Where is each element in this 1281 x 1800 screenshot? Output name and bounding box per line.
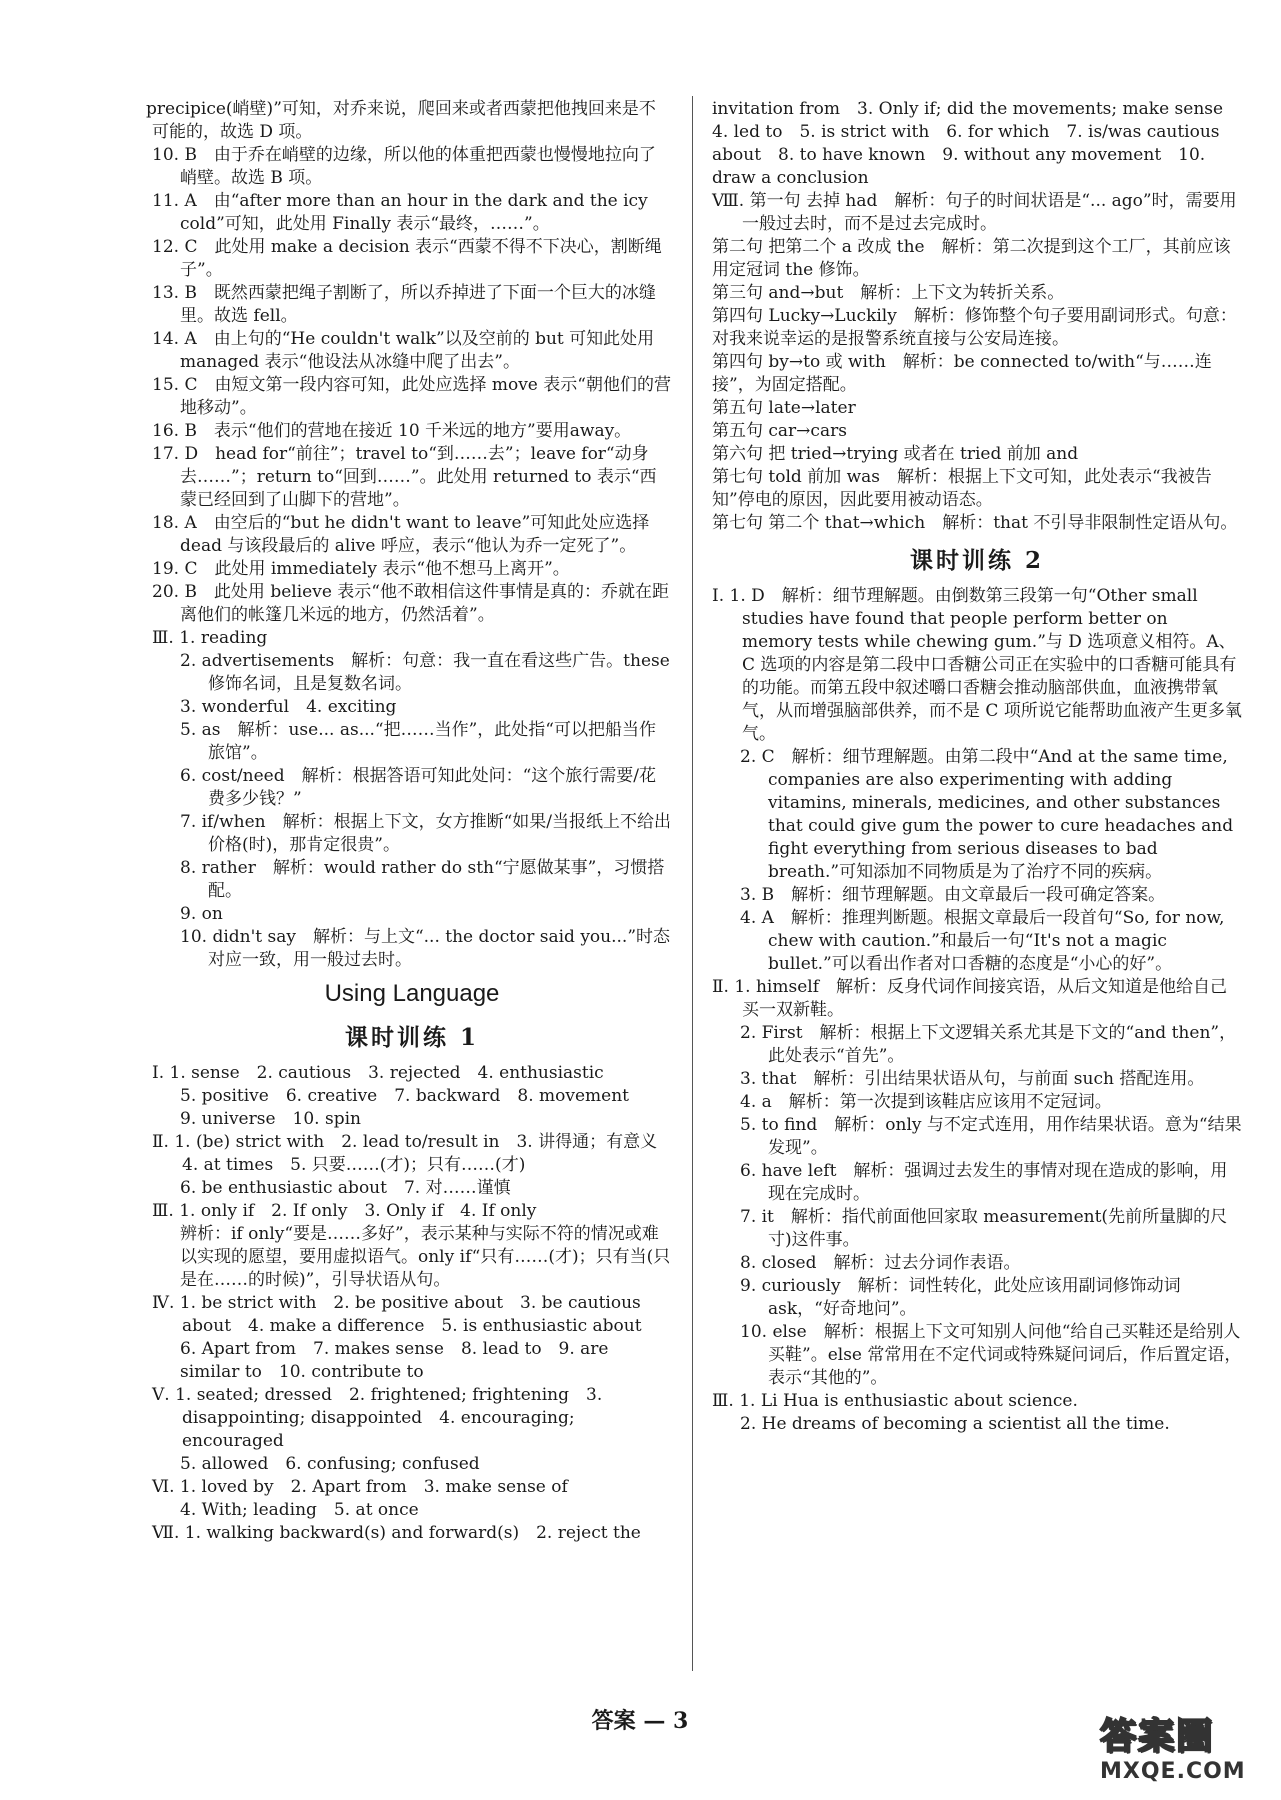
answer-item: 14. A 由上句的“He couldn't walk”以及空前的 but 可知此处用 managed 表示“他设法从冰缝中爬了出去”。 (152, 329, 655, 372)
answer-item: 19. C 此处用 immediately 表示“他不想马上离开”。 (152, 559, 570, 579)
drill-item: Ⅶ. 1. walking backward(s) and forward(s) 2. reject the (152, 1523, 641, 1543)
drill-item: Ⅲ. 1. only if 2. If only 3. Only if 4. If only (152, 1201, 537, 1221)
right-section-8 (712, 190, 1242, 535)
answer-item: 3. B 解析：细节理解题。由文章最后一段可确定答案。 (740, 885, 1166, 905)
answer-item: 6. cost/need 解析：根据答语可知此处问：“这个旅行需要/花费多少钱？” (180, 766, 657, 809)
page-number: 答案 — 3 (591, 1708, 689, 1734)
answer-item: Ⅰ. 1. D 解析：细节理解题。由倒数第三段第一句“Other small studies have found that people perform better on memory tests while chewing gum.”与 D 选项意义相符。A、C 选项的内容是第二段中口香糖公司正在实验中的口香糖可能具有的功能。而第五段中叙述嚼口香糖会推动脑部供血，血液携带氧气，从而增强脑部供养，而不是 C 项所说它能帮助血液产生更多氧气。 (712, 586, 1242, 744)
answer-item: 5. to find 解析：only 与不定式连用，用作结果状语。意为“结果发现”。 (740, 1115, 1242, 1158)
right-section-1 (712, 585, 1242, 976)
answer-item: Ⅱ. 1. himself 解析：反身代词作间接宾语，从后文知道是他给自己买一双新鞋。 (712, 977, 1228, 1020)
drill-item: Ⅳ. 1. be strict with 2. be positive about 3. be cautious about 4. make a difference 5. is enthusiastic about (152, 1293, 642, 1336)
answer-item: 8. rather 解析：would rather do sth“宁愿做某事”，习惯搭配。 (180, 858, 665, 901)
answer-item: 20. B 此处用 believe 表示“他不敢相信这件事情是真的：乔就在距离他们的帐篷几米远的地方，仍然活着”。 (152, 582, 669, 625)
watermark-url-text: MXQE.COM (1100, 1759, 1246, 1784)
drill-item: 5. allowed 6. confusing; confused (180, 1454, 480, 1474)
left-section-3 (152, 650, 672, 972)
section-3-label: Ⅲ. 1. reading (152, 628, 268, 648)
correction-item: 第五句 car→cars (712, 421, 847, 441)
drill-item: 9. universe 10. spin (180, 1109, 361, 1129)
answer-item: 17. D head for“前往”；travel to“到……去”；leave for“动身去……”；return to“回到……”。此处用 returned to 表示“西蒙已经回到了山脚下的营地”。 (152, 444, 657, 510)
answer-item: 9. on (180, 904, 223, 924)
answer-item: 15. C 由短文第一段内容可知，此处应选择 move 表示“朝他们的营地移动”。 (152, 375, 671, 418)
correction-item: 第四句 Lucky→Luckily 解析：修饰整个句子要用副词形式。句意：对我来说幸运的是报警系统直接与公安局连接。 (712, 306, 1237, 349)
drill-item: Ⅱ. 1. (be) strict with 2. lead to/result in 3. 讲得通；有意义 4. at times 5. 只要……(才)；只有……(才) (152, 1132, 675, 1175)
correction-item: 第六句 把 tried→trying 或者在 tried 前加 and (712, 444, 1079, 464)
answer-item: 2. advertisements 解析：句意：我一直在看这些广告。these 修饰名词，且是复数名词。 (180, 651, 670, 694)
answer-item: 4. a 解析：第一次提到该鞋店应该用不定冠词。 (740, 1092, 1112, 1112)
left-top-answers (146, 98, 672, 627)
column-divider (692, 96, 693, 1671)
correction-item: 第四句 by→to 或 with 解析：be connected to/with“与……连接”，为固定搭配。 (712, 352, 1212, 395)
section-heading-drill-2: 课时训练 2 (909, 547, 1044, 574)
answer-item: 13. B 既然西蒙把绳子割断了，所以乔掉进了下面一个巨大的冰缝里。故选 fell。 (152, 283, 656, 326)
drill-item: 辨析：if only“要是……多好”，表示某种与实际不符的情况或难以实现的愿望，要用虚拟语气。only if“只有……(才)；只有当(只是在……的时候)”，引导状语从句。 (180, 1224, 671, 1290)
answer-item: 12. C 此处用 make a decision 表示“西蒙不得不下决心，割断绳子”。 (152, 237, 662, 280)
drill-item: 4. With; leading 5. at once (180, 1500, 419, 1520)
right-section-3 (712, 1390, 1242, 1436)
answer-item: 10. B 由于乔在峭壁的边缘，所以他的体重把西蒙也慢慢地拉向了峭壁。故选 B 项。 (152, 145, 656, 188)
answer-item: 10. didn't say 解析：与上文“... the doctor said you...”时态对应一致，用一般过去时。 (180, 927, 671, 970)
left-drill-answers (152, 1062, 675, 1545)
drill-item: 6. Apart from 7. makes sense 8. lead to 9. are similar to 10. contribute to (180, 1339, 609, 1382)
answer-item: 4. A 解析：推理判断题。根据文章最后一段首句“So, for now, chew with caution.”和最后一句“It's not a magic bullet.”可以看出作者对口香糖的态度是“小心的好”。 (740, 908, 1225, 974)
answer-item: 7. if/when 解析：根据上下文，女方推断“如果/当报纸上不给出价格(时)，那肯定很贵”。 (180, 812, 672, 855)
correction-item: 第五句 late→later (712, 398, 856, 418)
drill-item: Ⅰ. 1. sense 2. cautious 3. rejected 4. enthusiastic (152, 1063, 604, 1083)
drill-item: 6. be enthusiastic about 7. 对……谨慎 (180, 1178, 511, 1198)
correction-item: 第三句 and→but 解析：上下文为转折关系。 (712, 283, 1065, 303)
section-heading-drill-1: 课时训练 1 (344, 1024, 479, 1051)
answer-item: 18. A 由空后的“but he didn't want to leave”可知此处应选择 dead 与该段最后的 alive 呼应，表示“他认为乔一定死了”。 (152, 513, 650, 556)
right-column (712, 98, 1242, 1436)
correction-item: 第七句 told 前加 was 解析：根据上下文可知，此处表示“我被告知”停电的原因，因此要用被动语态。 (712, 467, 1212, 510)
site-watermark-logo (1100, 1715, 1270, 1793)
drill-item: 5. positive 6. creative 7. backward 8. movement (180, 1086, 629, 1106)
section-heading-using-language: Using Language (324, 980, 500, 1007)
answer-item: 9. curiously 解析：词性转化，此处应该用副词修饰动词 ask，“好奇地问”。 (740, 1276, 1181, 1319)
answer-item: precipice(峭壁)”可知，对乔来说，爬回来或者西蒙把他拽回来是不可能的，故选 D 项。 (146, 99, 656, 142)
correction-item: 第七句 第二个 that→which 解析：that 不引导非限制性定语从句。 (712, 513, 1238, 533)
answer-item: 3. that 解析：引出结果状语从句，与前面 such 搭配连用。 (740, 1069, 1205, 1089)
answer-item: 6. have left 解析：强调过去发生的事情对现在造成的影响，用现在完成时。 (740, 1161, 1228, 1204)
answer-item: 3. wonderful 4. exciting (180, 697, 397, 717)
answer-item: invitation from 3. Only if; did the movements; make sense 4. led to 5. is strict with 6. for which 7. is/was cautious about 8. to have known 9. without any movement 10. draw a conclusion (712, 99, 1241, 188)
correction-item: 第二句 把第二个 a 改成 the 解析：第二次提到这个工厂，其前应该用定冠词 the 修饰。 (712, 237, 1231, 280)
answer-item: 16. B 表示“他们的营地在接近 10 千米远的地方”要用away。 (152, 421, 632, 441)
answer-item: 5. as 解析：use... as...“把……当作”，此处指“可以把船当作旅馆”。 (180, 720, 656, 763)
answer-item: 2. C 解析：细节理解题。由第二段中“And at the same time, companies are also experimenting with adding vitamins, minerals, medicines, and other substances that could give gum the power to cure headaches and fight everything from serious diseases to bad breath.”可知添加不同物质是为了治疗不同的疾病。 (740, 747, 1234, 882)
correction-item: Ⅷ. 第一句 去掉 had 解析：句子的时间状语是“... ago”时，需要用一般过去时，而不是过去完成时。 (712, 191, 1237, 234)
answer-item: Ⅲ. 1. Li Hua is enthusiastic about science. (712, 1391, 1078, 1411)
answer-item: 8. closed 解析：过去分词作表语。 (740, 1253, 1021, 1273)
watermark-top-text: 答案圈 (1100, 1716, 1215, 1757)
left-column (146, 98, 675, 1545)
answer-item: 7. it 解析：指代前面他回家取 measurement(先前所量脚的尺寸)这件事。 (740, 1207, 1228, 1250)
drill-item: Ⅴ. 1. seated; dressed 2. frightened; frightening 3. disappointing; disappointed 4. encouraging; encouraged (152, 1385, 603, 1451)
answer-item: 2. He dreams of becoming a scientist all the time. (740, 1414, 1170, 1434)
answer-item: 2. First 解析：根据上下文逻辑关系尤其是下文的“and then”，此处表示“首先”。 (740, 1023, 1237, 1066)
drill-item: Ⅵ. 1. loved by 2. Apart from 3. make sense of (152, 1477, 568, 1497)
right-section-2 (712, 976, 1242, 1390)
answer-item: 11. A 由“after more than an hour in the dark and the icy cold”可知，此处用 Finally 表示“最终，……”。 (152, 191, 648, 234)
answer-item: 10. else 解析：根据上下文可知别人问他“给自己买鞋还是给别人买鞋”。else 常常用在不定代词或特殊疑问词后，作后置定语，表示“其他的”。 (740, 1322, 1242, 1388)
right-top-answers (712, 98, 1242, 190)
